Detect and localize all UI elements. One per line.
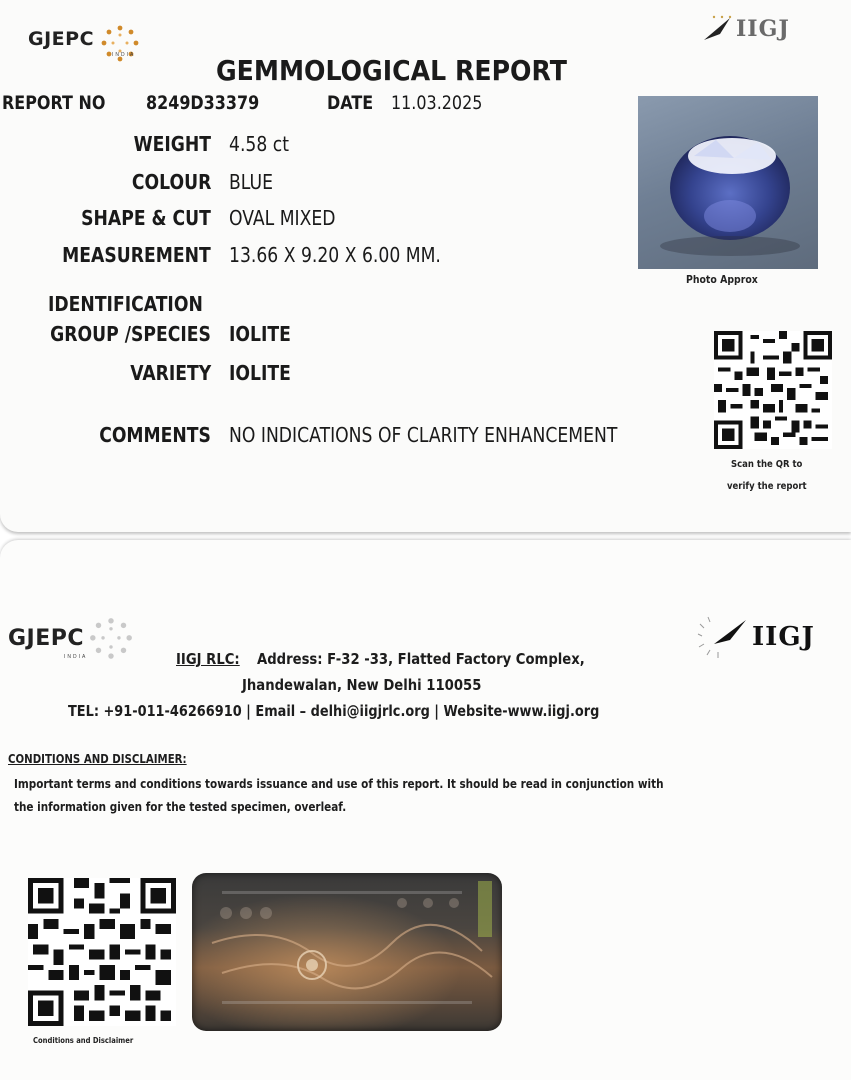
gjepc-logo-back <box>8 626 136 664</box>
conditions-line2: the information given for the tested specimen, overleaf. <box>14 800 347 814</box>
gjepc-sunburst-icon <box>98 22 142 66</box>
shape-cut-value: OVAL MIXED <box>229 206 336 230</box>
gjepc-logo-subtext: INDIA <box>112 52 136 58</box>
report-no-label: REPORT NO <box>2 92 106 114</box>
qr-caption-line1: Scan the QR to <box>731 459 803 470</box>
iigj-logo <box>700 14 790 44</box>
iigj-logo-back-text: IIGJ <box>752 622 815 652</box>
comments-label: COMMENTS <box>99 423 211 447</box>
iigj-arrow-icon <box>700 14 736 44</box>
identification-label: IDENTIFICATION <box>48 292 203 316</box>
hologram-sticker <box>192 873 502 1031</box>
colour-label: COLOUR <box>131 170 211 194</box>
weight-value: 4.58 ct <box>229 132 289 156</box>
conditions-heading: CONDITIONS AND DISCLAIMER: <box>8 752 187 766</box>
report-title: GEMMOLOGICAL REPORT <box>216 54 567 87</box>
gjepc-logo-back-subtext: INDIA <box>64 654 88 660</box>
conditions-line1: Important terms and conditions towards issuance and use of this report. It should be read in conjunction with <box>14 777 664 791</box>
shape-cut-label: SHAPE & CUT <box>81 206 211 230</box>
verify-qr-code[interactable] <box>714 331 832 449</box>
measurement-label: MEASUREMENT <box>62 243 211 267</box>
conditions-qr-code[interactable] <box>28 878 176 1026</box>
weight-label: WEIGHT <box>133 132 211 156</box>
address-line2: Jhandewalan, New Delhi 110055 <box>242 676 482 694</box>
address-label: IIGJ RLC: <box>176 650 240 668</box>
contact-line: TEL: +91-011-46266910 | Email – delhi@iigjrlc.org | Website-www.iigj.org <box>68 702 600 720</box>
iigj-arrow-back-icon <box>696 614 752 660</box>
variety-value: IOLITE <box>229 361 291 385</box>
variety-label: VARIETY <box>129 361 211 385</box>
gjepc-logo <box>28 28 142 66</box>
photo-caption: Photo Approx <box>686 273 758 286</box>
gjepc-sunburst-back-icon <box>86 614 136 664</box>
measurement-value: 13.66 X 9.20 X 6.00 MM. <box>229 243 441 267</box>
comments-value: NO INDICATIONS OF CLARITY ENHANCEMENT <box>229 423 618 447</box>
date-label: DATE <box>327 92 374 114</box>
date-value: 11.03.2025 <box>391 92 483 114</box>
gem-photo <box>638 96 818 269</box>
report-no-value: 8249D33379 <box>146 92 260 114</box>
iigj-logo-back <box>696 614 815 660</box>
report-front-card <box>0 0 851 532</box>
colour-value: BLUE <box>229 170 273 194</box>
iigj-logo-text: IIGJ <box>736 16 790 42</box>
address-line1: Address: F-32 -33, Flatted Factory Complex, <box>257 650 585 668</box>
gjepc-logo-text: GJEPC <box>28 28 95 50</box>
group-species-label: GROUP /SPECIES <box>50 322 211 346</box>
gemstone-image <box>638 96 818 269</box>
conditions-qr-caption: Conditions and Disclaimer <box>33 1036 134 1045</box>
hologram-pattern-icon <box>192 873 502 1031</box>
group-species-value: IOLITE <box>229 322 291 346</box>
gjepc-logo-back-text: GJEPC <box>8 626 85 651</box>
qr-caption-line2: verify the report <box>727 481 807 492</box>
